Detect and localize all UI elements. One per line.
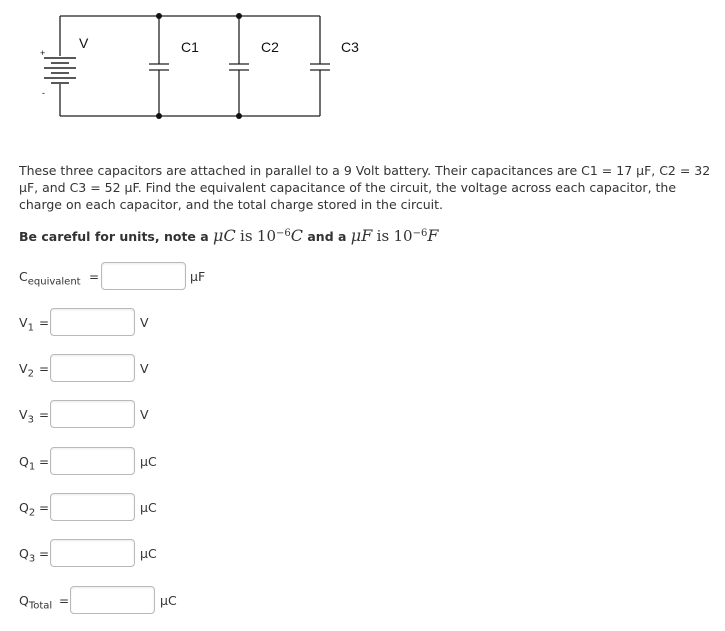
equals-sign: = xyxy=(39,408,50,422)
q3-input[interactable] xyxy=(50,539,135,567)
exponent-2: −6 xyxy=(412,227,428,239)
equals-sign: = xyxy=(89,270,100,284)
units-note-is-1: is xyxy=(240,227,253,245)
capacitor-label-c1: C1 xyxy=(181,39,199,55)
coulomb-symbol: C xyxy=(290,226,303,245)
units-note xyxy=(19,226,719,245)
ten-base-2: 10 xyxy=(393,227,413,245)
unit-label: μC xyxy=(140,546,157,561)
v1-input[interactable] xyxy=(50,308,135,336)
answer-label: $C_{equivalent}$ xyxy=(19,269,81,288)
equals-sign: = xyxy=(39,316,50,330)
equals-sign: = xyxy=(39,547,50,561)
equals-sign: = xyxy=(39,362,50,376)
problem-statement: These three capacitors are attached in parallel to a 9 Volt battery. Their capacitances are C1 = 17 μF, C2 = 32 μF, and C3 = 52 μF. Find the equivalent capacitance of the circuit, the voltage across each capacitor, the charge on each capacitor, and the total charge stored in the circuit. xyxy=(19,163,711,212)
unit-label: μC xyxy=(140,454,157,469)
battery-minus-sign: - xyxy=(42,88,45,98)
ten-base-1: 10 xyxy=(256,227,276,245)
micro-coulomb-symbol: μC xyxy=(213,226,236,245)
q-total-input[interactable] xyxy=(70,586,155,614)
battery-plus-sign: + xyxy=(40,48,46,58)
q2-input[interactable] xyxy=(50,493,135,521)
q1-input[interactable] xyxy=(50,447,135,475)
answer-label: $Q_3$ xyxy=(19,546,36,565)
circuit-diagram xyxy=(0,0,725,160)
answer-label: $V_1$ xyxy=(19,315,34,334)
answer-label: $Q_{Total}$ xyxy=(19,593,53,612)
battery-label: V xyxy=(79,35,89,51)
farad-symbol: F xyxy=(427,226,439,245)
c-equivalent-input[interactable] xyxy=(101,262,186,290)
exponent-1: −6 xyxy=(276,227,291,239)
capacitor-label-c2: C2 xyxy=(261,39,279,55)
unit-label: μF xyxy=(190,269,206,284)
units-note-prefix: Be careful for units, note a xyxy=(19,229,209,244)
answer-label: $Q_2$ xyxy=(19,500,36,519)
capacitor-label-c3: C3 xyxy=(341,39,359,55)
equals-sign: = xyxy=(39,501,50,515)
equals-sign: = xyxy=(39,455,50,469)
units-note-and: and a xyxy=(307,229,347,244)
answer-label: $V_3$ xyxy=(19,407,34,426)
unit-label: μC xyxy=(140,500,157,515)
unit-label: V xyxy=(140,315,149,330)
unit-label: μC xyxy=(160,593,177,608)
units-note-is-2: is xyxy=(376,227,390,245)
micro-farad-symbol: μF xyxy=(350,226,373,245)
v2-input[interactable] xyxy=(50,354,135,382)
answer-label: $V_2$ xyxy=(19,361,34,380)
equals-sign: = xyxy=(59,594,70,608)
v3-input[interactable] xyxy=(50,400,135,428)
unit-label: V xyxy=(140,361,149,376)
answer-label: $Q_1$ xyxy=(19,454,36,473)
unit-label: V xyxy=(140,407,149,422)
